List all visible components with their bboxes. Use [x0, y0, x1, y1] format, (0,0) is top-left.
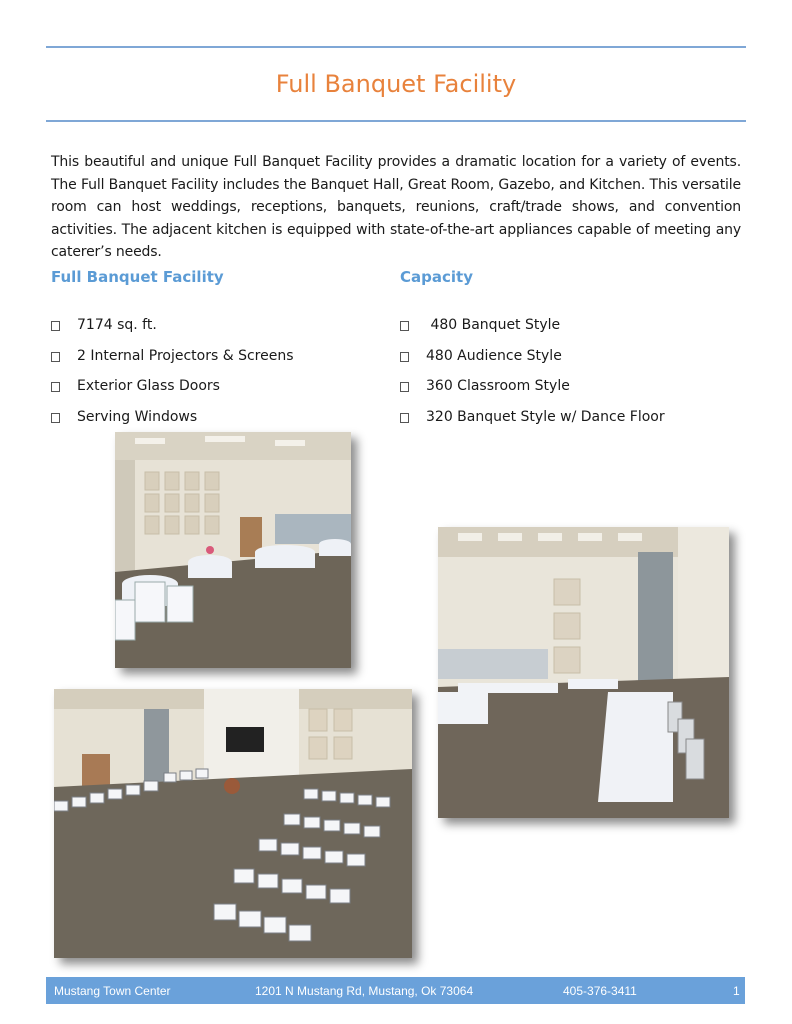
checkbox-bullet-icon — [51, 413, 60, 423]
checkbox-bullet-icon — [400, 382, 409, 392]
footer-address: 1201 N Mustang Rd, Mustang, Ok 73064 — [255, 984, 474, 998]
capacity-heading: Capacity — [400, 268, 473, 286]
list-item — [400, 376, 665, 407]
checkbox-bullet-icon — [400, 321, 409, 331]
list-item-label: 480 Banquet Style — [426, 317, 561, 333]
list-item — [400, 346, 665, 377]
checkbox-bullet-icon — [51, 352, 60, 362]
great-room-photo — [54, 689, 412, 958]
list-item-label: 7174 sq. ft. — [77, 317, 157, 333]
footer-phone: 405-376-3411 — [563, 984, 637, 998]
footer-organization: Mustang Town Center — [54, 984, 171, 998]
top-rule — [46, 46, 746, 48]
checkbox-bullet-icon — [51, 382, 60, 392]
checkbox-bullet-icon — [400, 413, 409, 423]
checkbox-bullet-icon — [400, 352, 409, 362]
head-table-photo — [438, 527, 729, 818]
list-item — [400, 315, 665, 346]
title-rule — [46, 120, 746, 122]
intro-paragraph: This beautiful and unique Full Banquet Facility provides a dramatic location for a variety of events. The Full Banquet Facility includes the Banquet Hall, Great Room, Gazebo, and Kitchen. This versatile room can host weddings, receptions, banquets, reunions, craft/trade shows, and convention activities. The adjacent kitchen is equipped with state-of-the-art appliances capable of meeting any caterer’s needs. — [51, 154, 741, 260]
list-item — [51, 315, 294, 346]
banquet-hall-photo — [115, 432, 351, 668]
page-number: 1 — [733, 984, 740, 998]
footer-bar — [46, 977, 745, 1004]
list-item — [400, 407, 665, 438]
features-list — [51, 315, 294, 437]
checkbox-bullet-icon — [51, 321, 60, 331]
list-item-label: 320 Banquet Style w/ Dance Floor — [426, 408, 665, 425]
capacity-list — [400, 315, 665, 437]
list-item — [51, 346, 294, 377]
list-item — [51, 376, 294, 407]
page-title: Full Banquet Facility — [275, 70, 517, 98]
list-item-label: 480 Audience Style — [426, 347, 562, 364]
list-item-label: Serving Windows — [77, 408, 198, 425]
list-item-label: 2 Internal Projectors & Screens — [77, 347, 294, 364]
list-item-label: 360 Classroom Style — [426, 378, 570, 394]
list-item-label: Exterior Glass Doors — [77, 378, 220, 394]
features-heading: Full Banquet Facility — [51, 268, 224, 286]
